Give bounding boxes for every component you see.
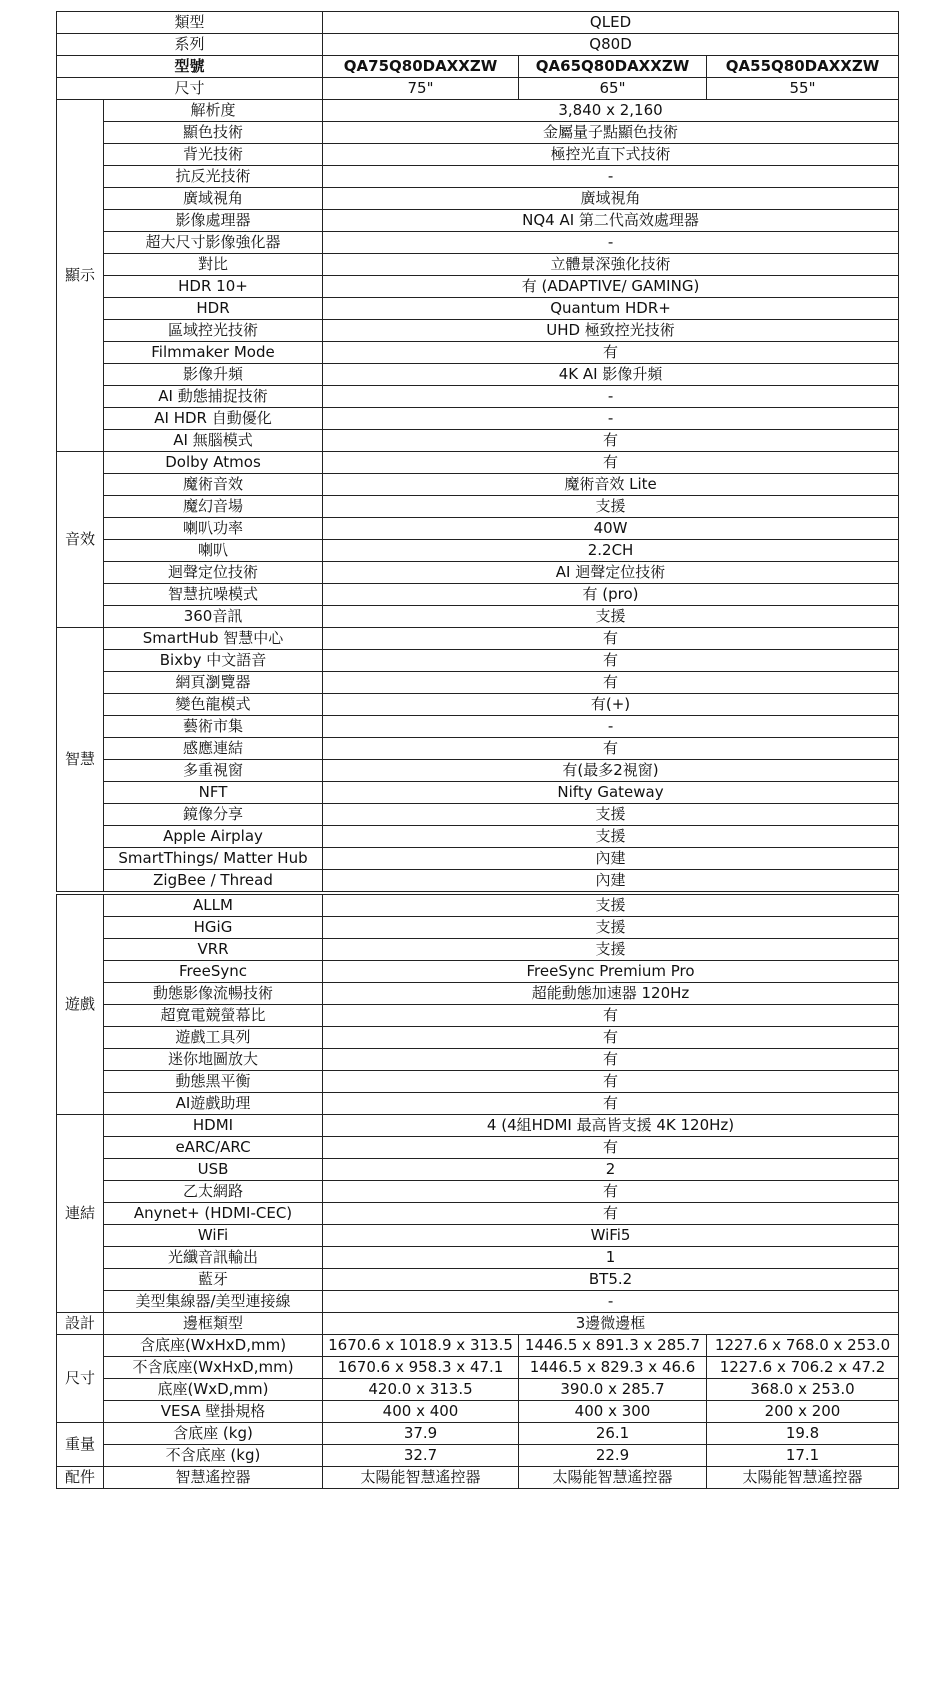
spec-row [57, 760, 899, 782]
row-label: HDR [104, 298, 323, 320]
value-cell: 22.9 [519, 1445, 707, 1467]
spec-row [57, 672, 899, 694]
spec-row [57, 738, 899, 760]
spec-row [57, 870, 899, 892]
spec-row [57, 1423, 899, 1445]
value-cell: 太陽能智慧遙控器 [323, 1467, 519, 1489]
spec-row [57, 1115, 899, 1137]
value-cell: 有 [323, 1137, 899, 1159]
value-cell: 2 [323, 1159, 899, 1181]
spec-row [57, 210, 899, 232]
spec-row [57, 496, 899, 518]
spec-row [57, 1247, 899, 1269]
value-cell: 有(最多2視窗) [323, 760, 899, 782]
value-cell: 魔術音效 Lite [323, 474, 899, 496]
value-cell: 有 [323, 342, 899, 364]
row-label: USB [104, 1159, 323, 1181]
row-label: VESA 壁掛規格 [104, 1401, 323, 1423]
value-cell: 有 [323, 1093, 899, 1115]
value-cell: 32.7 [323, 1445, 519, 1467]
spec-row [57, 364, 899, 386]
row-label: 網頁瀏覽器 [104, 672, 323, 694]
value-cell: 1670.6 x 958.3 x 47.1 [323, 1357, 519, 1379]
row-label: 底座(WxD,mm) [104, 1379, 323, 1401]
row-label: 多重視窗 [104, 760, 323, 782]
row-label: 影像升頻 [104, 364, 323, 386]
spec-row [57, 540, 899, 562]
value-cell: 太陽能智慧遙控器 [519, 1467, 707, 1489]
spec-row [57, 1357, 899, 1379]
value-cell: 1 [323, 1247, 899, 1269]
section-label: 連結 [57, 1115, 104, 1313]
spec-row [57, 122, 899, 144]
section-label: 配件 [57, 1467, 104, 1489]
row-label: 感應連結 [104, 738, 323, 760]
value-cell: 26.1 [519, 1423, 707, 1445]
section-label: 顯示 [57, 100, 104, 452]
spec-row [57, 826, 899, 848]
row-label: SmartThings/ Matter Hub [104, 848, 323, 870]
value-cell: QLED [323, 12, 899, 34]
value-cell: - [323, 232, 899, 254]
row-label: 系列 [57, 34, 323, 56]
spec-row [57, 1225, 899, 1247]
row-label: 智慧抗噪模式 [104, 584, 323, 606]
value-cell: 75" [323, 78, 519, 100]
spec-row [57, 1269, 899, 1291]
value-cell: QA75Q80DAXXZW [323, 56, 519, 78]
value-cell: 支援 [323, 895, 899, 917]
value-cell: - [323, 166, 899, 188]
spec-row [57, 474, 899, 496]
row-label: 迴聲定位技術 [104, 562, 323, 584]
value-cell: 支援 [323, 496, 899, 518]
value-cell: 有 [323, 430, 899, 452]
spec-row [57, 452, 899, 474]
row-label: 對比 [104, 254, 323, 276]
row-label: HDMI [104, 1115, 323, 1137]
value-cell: 支援 [323, 917, 899, 939]
row-label: 動態影像流暢技術 [104, 983, 323, 1005]
spec-row [57, 1027, 899, 1049]
spec-row [57, 1445, 899, 1467]
row-label: WiFi [104, 1225, 323, 1247]
value-cell: Q80D [323, 34, 899, 56]
value-cell: UHD 極致控光技術 [323, 320, 899, 342]
spec-row [57, 628, 899, 650]
spec-row [57, 1467, 899, 1489]
value-cell: 400 x 400 [323, 1401, 519, 1423]
row-label: 超寬電競螢幕比 [104, 1005, 323, 1027]
value-cell: 有 [323, 1181, 899, 1203]
value-cell: 內建 [323, 870, 899, 892]
spec-row [57, 562, 899, 584]
spec-row [57, 188, 899, 210]
row-label: 鏡像分享 [104, 804, 323, 826]
spec-row [57, 716, 899, 738]
row-label: FreeSync [104, 961, 323, 983]
value-cell: 200 x 200 [707, 1401, 899, 1423]
value-cell: 19.8 [707, 1423, 899, 1445]
value-cell: 有 [323, 650, 899, 672]
value-cell: 支援 [323, 804, 899, 826]
row-label: 超大尺寸影像強化器 [104, 232, 323, 254]
spec-row [57, 650, 899, 672]
value-cell: 有 [323, 1027, 899, 1049]
row-label: 迷你地圖放大 [104, 1049, 323, 1071]
row-label: 不含底座(WxHxD,mm) [104, 1357, 323, 1379]
row-label: Anynet+ (HDMI-CEC) [104, 1203, 323, 1225]
row-label: eARC/ARC [104, 1137, 323, 1159]
value-cell: 有 [323, 1049, 899, 1071]
value-cell: - [323, 1291, 899, 1313]
value-cell: 55" [707, 78, 899, 100]
row-label: SmartHub 智慧中心 [104, 628, 323, 650]
row-label: 喇叭 [104, 540, 323, 562]
value-cell: - [323, 716, 899, 738]
row-label: 動態黑平衡 [104, 1071, 323, 1093]
spec-table [56, 11, 899, 1489]
header-row [57, 34, 899, 56]
row-label: 影像處理器 [104, 210, 323, 232]
value-cell: 有 [323, 452, 899, 474]
value-cell: 太陽能智慧遙控器 [707, 1467, 899, 1489]
row-label: 遊戲工具列 [104, 1027, 323, 1049]
value-cell: 有 [323, 628, 899, 650]
value-cell: 65" [519, 78, 707, 100]
spec-row [57, 254, 899, 276]
row-label: ZigBee / Thread [104, 870, 323, 892]
spec-row [57, 518, 899, 540]
spec-row [57, 144, 899, 166]
value-cell: 37.9 [323, 1423, 519, 1445]
value-cell: 金屬量子點顯色技術 [323, 122, 899, 144]
row-label: 廣域視角 [104, 188, 323, 210]
row-label: AI 動態捕捉技術 [104, 386, 323, 408]
value-cell: 1227.6 x 768.0 x 253.0 [707, 1335, 899, 1357]
value-cell: 368.0 x 253.0 [707, 1379, 899, 1401]
spec-row [57, 1401, 899, 1423]
spec-row [57, 1203, 899, 1225]
spec-row [57, 1049, 899, 1071]
header-row [57, 56, 899, 78]
header-row [57, 78, 899, 100]
value-cell: 有 (ADAPTIVE/ GAMING) [323, 276, 899, 298]
value-cell: 極控光直下式技術 [323, 144, 899, 166]
row-label: 360音訊 [104, 606, 323, 628]
value-cell: 超能動態加速器 120Hz [323, 983, 899, 1005]
value-cell: NQ4 AI 第二代高效處理器 [323, 210, 899, 232]
value-cell: FreeSync Premium Pro [323, 961, 899, 983]
value-cell: 1446.5 x 891.3 x 285.7 [519, 1335, 707, 1357]
spec-row [57, 1093, 899, 1115]
spec-row [57, 1379, 899, 1401]
row-label: 智慧遙控器 [104, 1467, 323, 1489]
row-label: Filmmaker Mode [104, 342, 323, 364]
value-cell: 有 [323, 1005, 899, 1027]
spec-row [57, 100, 899, 122]
spec-row [57, 584, 899, 606]
row-label: 含底座 (kg) [104, 1423, 323, 1445]
value-cell: 有 [323, 1203, 899, 1225]
value-cell: 17.1 [707, 1445, 899, 1467]
spec-row [57, 606, 899, 628]
spec-row [57, 1313, 899, 1335]
value-cell: 400 x 300 [519, 1401, 707, 1423]
value-cell: 2.2CH [323, 540, 899, 562]
value-cell: 廣域視角 [323, 188, 899, 210]
spec-row [57, 320, 899, 342]
value-cell: 390.0 x 285.7 [519, 1379, 707, 1401]
row-label: Dolby Atmos [104, 452, 323, 474]
spec-row [57, 430, 899, 452]
spec-row [57, 983, 899, 1005]
section-label: 尺寸 [57, 1335, 104, 1423]
spec-row [57, 1181, 899, 1203]
value-cell: - [323, 408, 899, 430]
row-label: 美型集線器/美型連接線 [104, 1291, 323, 1313]
section-label: 遊戲 [57, 895, 104, 1115]
section-label: 重量 [57, 1423, 104, 1467]
spec-row [57, 1137, 899, 1159]
value-cell: 立體景深強化技術 [323, 254, 899, 276]
row-label: 類型 [57, 12, 323, 34]
row-label: 型號 [57, 56, 323, 78]
value-cell: 支援 [323, 826, 899, 848]
value-cell: 420.0 x 313.5 [323, 1379, 519, 1401]
row-label: HDR 10+ [104, 276, 323, 298]
value-cell: 3邊微邊框 [323, 1313, 899, 1335]
value-cell: 4 (4組HDMI 最高皆支援 4K 120Hz) [323, 1115, 899, 1137]
value-cell: 有 [323, 672, 899, 694]
value-cell: 有 (pro) [323, 584, 899, 606]
spec-row [57, 782, 899, 804]
value-cell: WiFi5 [323, 1225, 899, 1247]
row-label: 解析度 [104, 100, 323, 122]
value-cell: 支援 [323, 606, 899, 628]
row-label: 藍牙 [104, 1269, 323, 1291]
spec-row [57, 895, 899, 917]
row-label: HGiG [104, 917, 323, 939]
value-cell: 有(+) [323, 694, 899, 716]
spec-row [57, 408, 899, 430]
spec-row [57, 1159, 899, 1181]
section-label: 設計 [57, 1313, 104, 1335]
row-label: NFT [104, 782, 323, 804]
value-cell: BT5.2 [323, 1269, 899, 1291]
spec-row [57, 848, 899, 870]
spec-row [57, 276, 899, 298]
value-cell: 1446.5 x 829.3 x 46.6 [519, 1357, 707, 1379]
row-label: 魔幻音場 [104, 496, 323, 518]
row-label: AI HDR 自動優化 [104, 408, 323, 430]
value-cell: QA65Q80DAXXZW [519, 56, 707, 78]
row-label: Bixby 中文語音 [104, 650, 323, 672]
value-cell: - [323, 386, 899, 408]
spec-row [57, 939, 899, 961]
spec-row [57, 166, 899, 188]
row-label: 背光技術 [104, 144, 323, 166]
spec-row [57, 917, 899, 939]
value-cell: 1670.6 x 1018.9 x 313.5 [323, 1335, 519, 1357]
value-cell: 支援 [323, 939, 899, 961]
spec-row [57, 694, 899, 716]
row-label: 變色龍模式 [104, 694, 323, 716]
row-label: AI 無腦模式 [104, 430, 323, 452]
header-row [57, 12, 899, 34]
row-label: 含底座(WxHxD,mm) [104, 1335, 323, 1357]
value-cell: 3,840 x 2,160 [323, 100, 899, 122]
value-cell: 40W [323, 518, 899, 540]
section-label: 智慧 [57, 628, 104, 892]
spec-row [57, 232, 899, 254]
row-label: 喇叭功率 [104, 518, 323, 540]
spec-row [57, 386, 899, 408]
spec-row [57, 804, 899, 826]
value-cell: 內建 [323, 848, 899, 870]
row-label: VRR [104, 939, 323, 961]
value-cell: 4K AI 影像升頻 [323, 364, 899, 386]
value-cell: Nifty Gateway [323, 782, 899, 804]
row-label: 邊框類型 [104, 1313, 323, 1335]
value-cell: 1227.6 x 706.2 x 47.2 [707, 1357, 899, 1379]
row-label: 魔術音效 [104, 474, 323, 496]
spec-row [57, 342, 899, 364]
row-label: AI遊戲助理 [104, 1093, 323, 1115]
value-cell: 有 [323, 738, 899, 760]
row-label: 乙太網路 [104, 1181, 323, 1203]
spec-row [57, 1291, 899, 1313]
row-label: 光纖音訊輸出 [104, 1247, 323, 1269]
row-label: 顯色技術 [104, 122, 323, 144]
value-cell: Quantum HDR+ [323, 298, 899, 320]
value-cell: 有 [323, 1071, 899, 1093]
section-label: 音效 [57, 452, 104, 628]
spec-row [57, 1005, 899, 1027]
spec-row [57, 1071, 899, 1093]
spec-row [57, 1335, 899, 1357]
row-label: ALLM [104, 895, 323, 917]
value-cell: AI 迴聲定位技術 [323, 562, 899, 584]
value-cell: QA55Q80DAXXZW [707, 56, 899, 78]
spec-row [57, 298, 899, 320]
row-label: 區域控光技術 [104, 320, 323, 342]
row-label: Apple Airplay [104, 826, 323, 848]
row-label: 不含底座 (kg) [104, 1445, 323, 1467]
row-label: 藝術市集 [104, 716, 323, 738]
row-label: 尺寸 [57, 78, 323, 100]
row-label: 抗反光技術 [104, 166, 323, 188]
spec-row [57, 961, 899, 983]
